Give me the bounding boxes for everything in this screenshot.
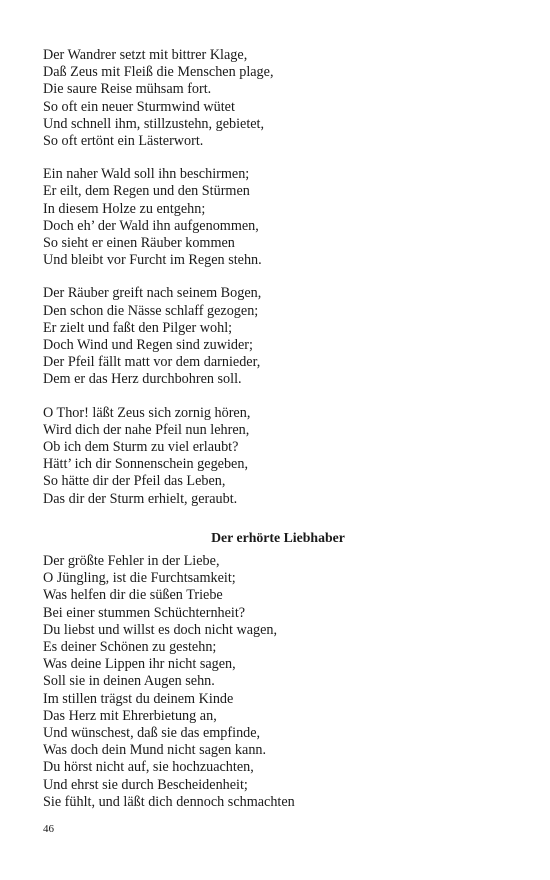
verse-line: Du liebst und willst es doch nicht wagen,	[43, 621, 278, 638]
verse-line: Bei einer stummen Schüchternheit?	[43, 604, 246, 621]
verse-line: So oft ertönt ein Lästerwort.	[43, 133, 204, 150]
verse-line: So sieht er einen Räuber kommen	[43, 235, 235, 252]
stanza-3	[43, 285, 513, 388]
poem-2	[43, 553, 513, 811]
verse-line: Ob ich dem Sturm zu viel erlaubt?	[43, 439, 239, 456]
verse-line: Was deine Lippen ihr nicht sagen,	[43, 656, 236, 673]
verse-line: Dem er das Herz durchbohren soll.	[43, 371, 242, 388]
verse-line: Was doch dein Mund nicht sagen kann.	[43, 742, 267, 759]
verse-line: Ein naher Wald soll ihn beschirmen;	[43, 166, 250, 183]
verse-line: Soll sie in deinen Augen sehn.	[43, 673, 215, 690]
verse-line: In diesem Holze zu entgehn;	[43, 200, 206, 217]
verse-line: Es deiner Schönen zu gestehn;	[43, 639, 217, 656]
poem-title: Der erhörte Liebhaber	[211, 530, 345, 545]
verse-line: Den schon die Nässe schlaff gezogen;	[43, 302, 259, 319]
stanza-2	[43, 166, 513, 269]
verse-line: Der Wandrer setzt mit bittrer Klage,	[43, 47, 248, 63]
verse-line: Daß Zeus mit Fleiß die Menschen plage,	[43, 64, 274, 81]
verse-line: Und wünschest, daß sie das empfinde,	[43, 725, 261, 742]
verse-line: Das Herz mit Ehrerbietung an,	[43, 707, 217, 724]
verse-line: So oft ein neuer Sturmwind wütet	[43, 98, 235, 115]
verse-line: Im stillen trägst du deinem Kinde	[43, 690, 234, 707]
verse-line: So hätte dir der Pfeil das Leben,	[43, 473, 226, 490]
verse-line: Und bleibt vor Furcht im Regen stehn.	[43, 252, 262, 269]
verse-line: Und schnell ihm, stillzustehn, gebietet,	[43, 115, 265, 132]
page-number: 46	[43, 823, 54, 835]
verse-line: O Thor! läßt Zeus sich zornig hören,	[43, 404, 251, 421]
verse-line: Das dir der Sturm erhielt, geraubt.	[43, 490, 238, 507]
verse-line: Der größte Fehler in der Liebe,	[43, 553, 220, 569]
verse-line: Doch eh’ der Wald ihn aufgenommen,	[43, 217, 259, 234]
verse-line: Du hörst nicht auf, sie hochzuachten,	[43, 759, 254, 776]
verse-line: Die saure Reise mühsam fort.	[43, 81, 212, 98]
verse-line: Und ehrst sie durch Bescheidenheit;	[43, 776, 248, 793]
verse-line: Er eilt, dem Regen und den Stürmen	[43, 183, 250, 200]
verse-line: Was helfen dir die süßen Triebe	[43, 587, 223, 604]
verse-line: O Jüngling, ist die Furchtsamkeit;	[43, 570, 236, 587]
verse-line: Der Räuber greift nach seinem Bogen,	[43, 285, 262, 302]
verse-line: Sie fühlt, und läßt dich dennoch schmachten	[43, 793, 295, 810]
verse-line: Der Pfeil fällt matt vor dem darnieder,	[43, 354, 261, 371]
stanza-1	[43, 47, 513, 150]
poem-1	[43, 47, 513, 524]
stanza-4	[43, 405, 513, 508]
verse-line: Doch Wind und Regen sind zuwider;	[43, 337, 253, 354]
verse-line: Wird dich der nahe Pfeil nun lehren,	[43, 421, 250, 438]
verse-line: Er zielt und faßt den Pilger wohl;	[43, 319, 233, 336]
verse-line: Hätt’ ich dir Sonnenschein gegeben,	[43, 456, 248, 473]
